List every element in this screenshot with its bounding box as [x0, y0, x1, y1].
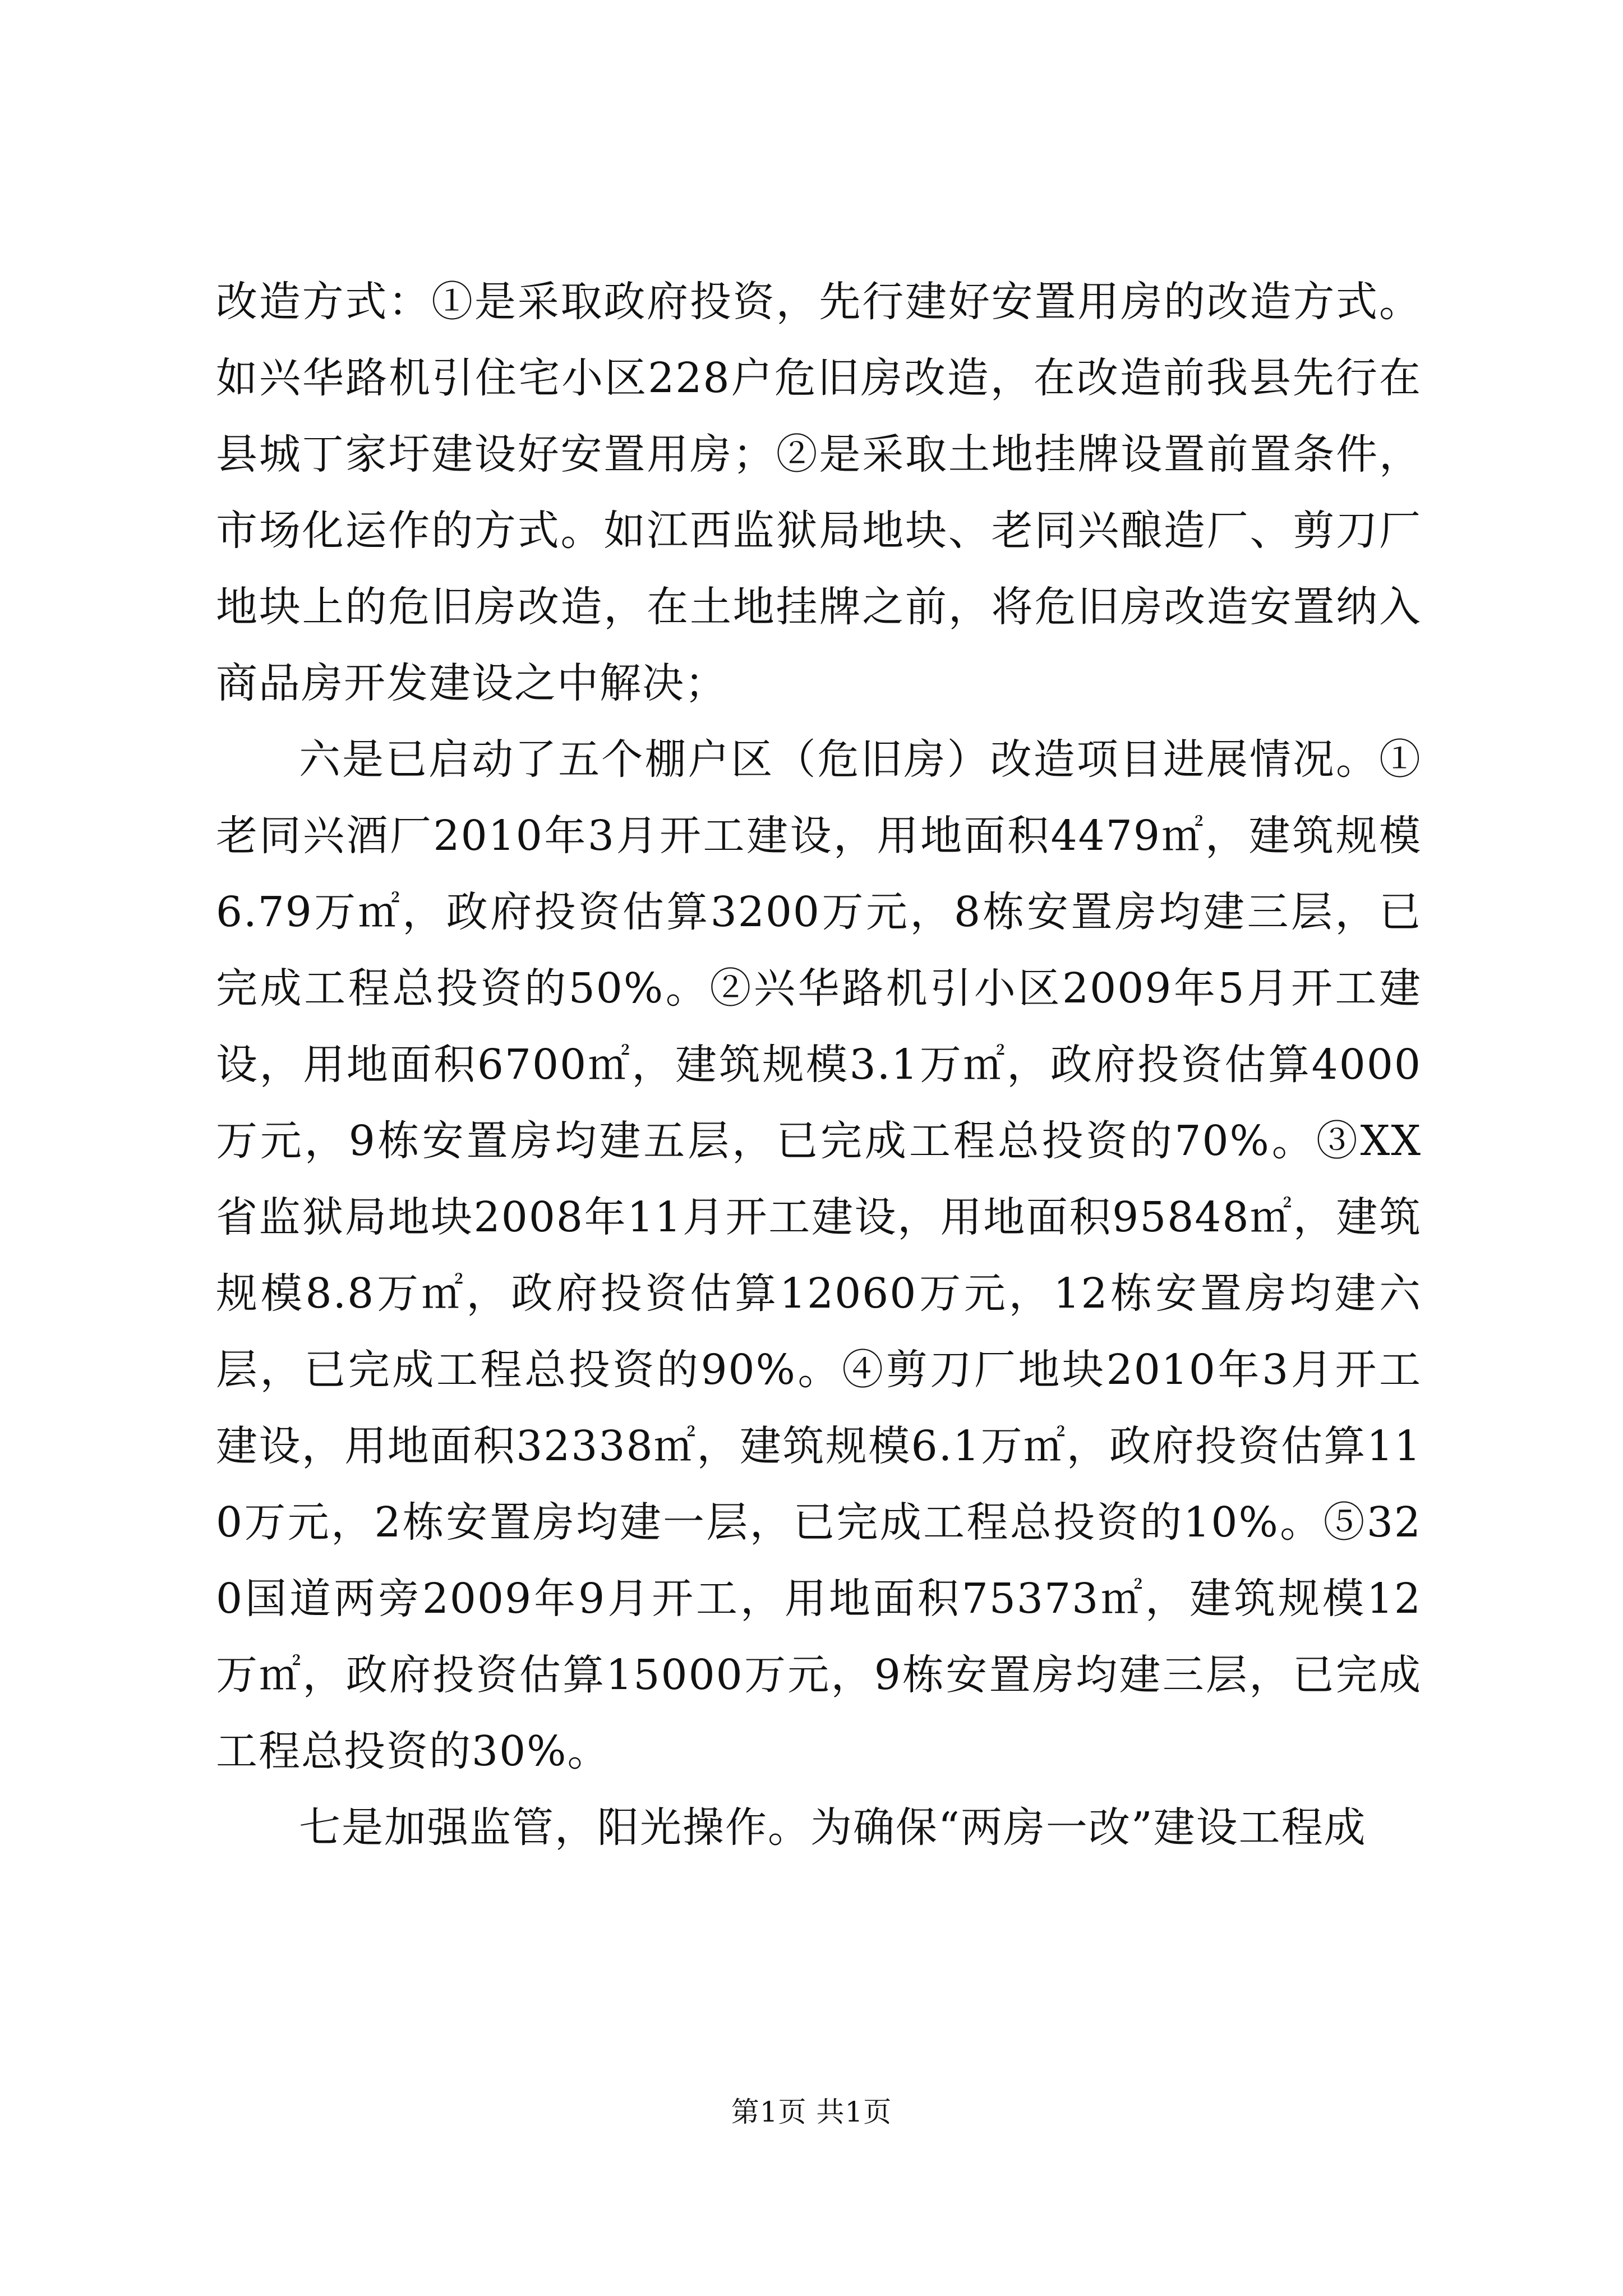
paragraph-renovation-methods: 改造方式：①是采取政府投资，先行建好安置用房的改造方式。如兴华路机引住宅小区228户危旧房改造，在改造前我县先行在县城丁家圩建设好安置用房；②是采取土地挂牌设置前置条件，市场化运作的方式。如江西监狱局地块、老同兴酿造厂、剪刀厂地块上的危旧房改造，在土地挂牌之前，将危旧房改造安置纳入商品房开发建设之中解决；: [216, 278, 1422, 707]
page-footer: 第1页 共1页: [731, 2096, 892, 2128]
paragraph-supervision: 七是加强监管，阳光操作。为确保“两房一改”建设工程成: [299, 1803, 1367, 1852]
body-text: [216, 264, 1422, 1866]
paragraph-project-progress: 六是已启动了五个棚户区（危旧房）改造项目进展情况。①老同兴酒厂2010年3月开工建设，用地面积4479㎡，建筑规模6.79万㎡，政府投资估算3200万元，8栋安置房均建三层，已完成工程总投资的50%。②兴华路机引小区2009年5月开工建设，用地面积6700㎡，建筑规模3.1万㎡，政府投资估算4000万元，9栋安置房均建五层，已完成工程总投资的70%。③XX省监狱局地块2008年11月开工建设，用地面积95848㎡，建筑规模8.8万㎡，政府投资估算12060万元，12栋安置房均建六层，已完成工程总投资的90%。④剪刀厂地块2010年3月开工建设，用地面积32338㎡，建筑规模6.1万㎡，政府投资估算110万元，2栋安置房均建一层，已完成工程总投资的10%。⑤320国道两旁2009年9月开工，用地面积75373㎡，建筑规模12万㎡，政府投资估算15000万元，9栋安置房均建三层，已完成工程总投资的30%。: [216, 735, 1422, 1775]
